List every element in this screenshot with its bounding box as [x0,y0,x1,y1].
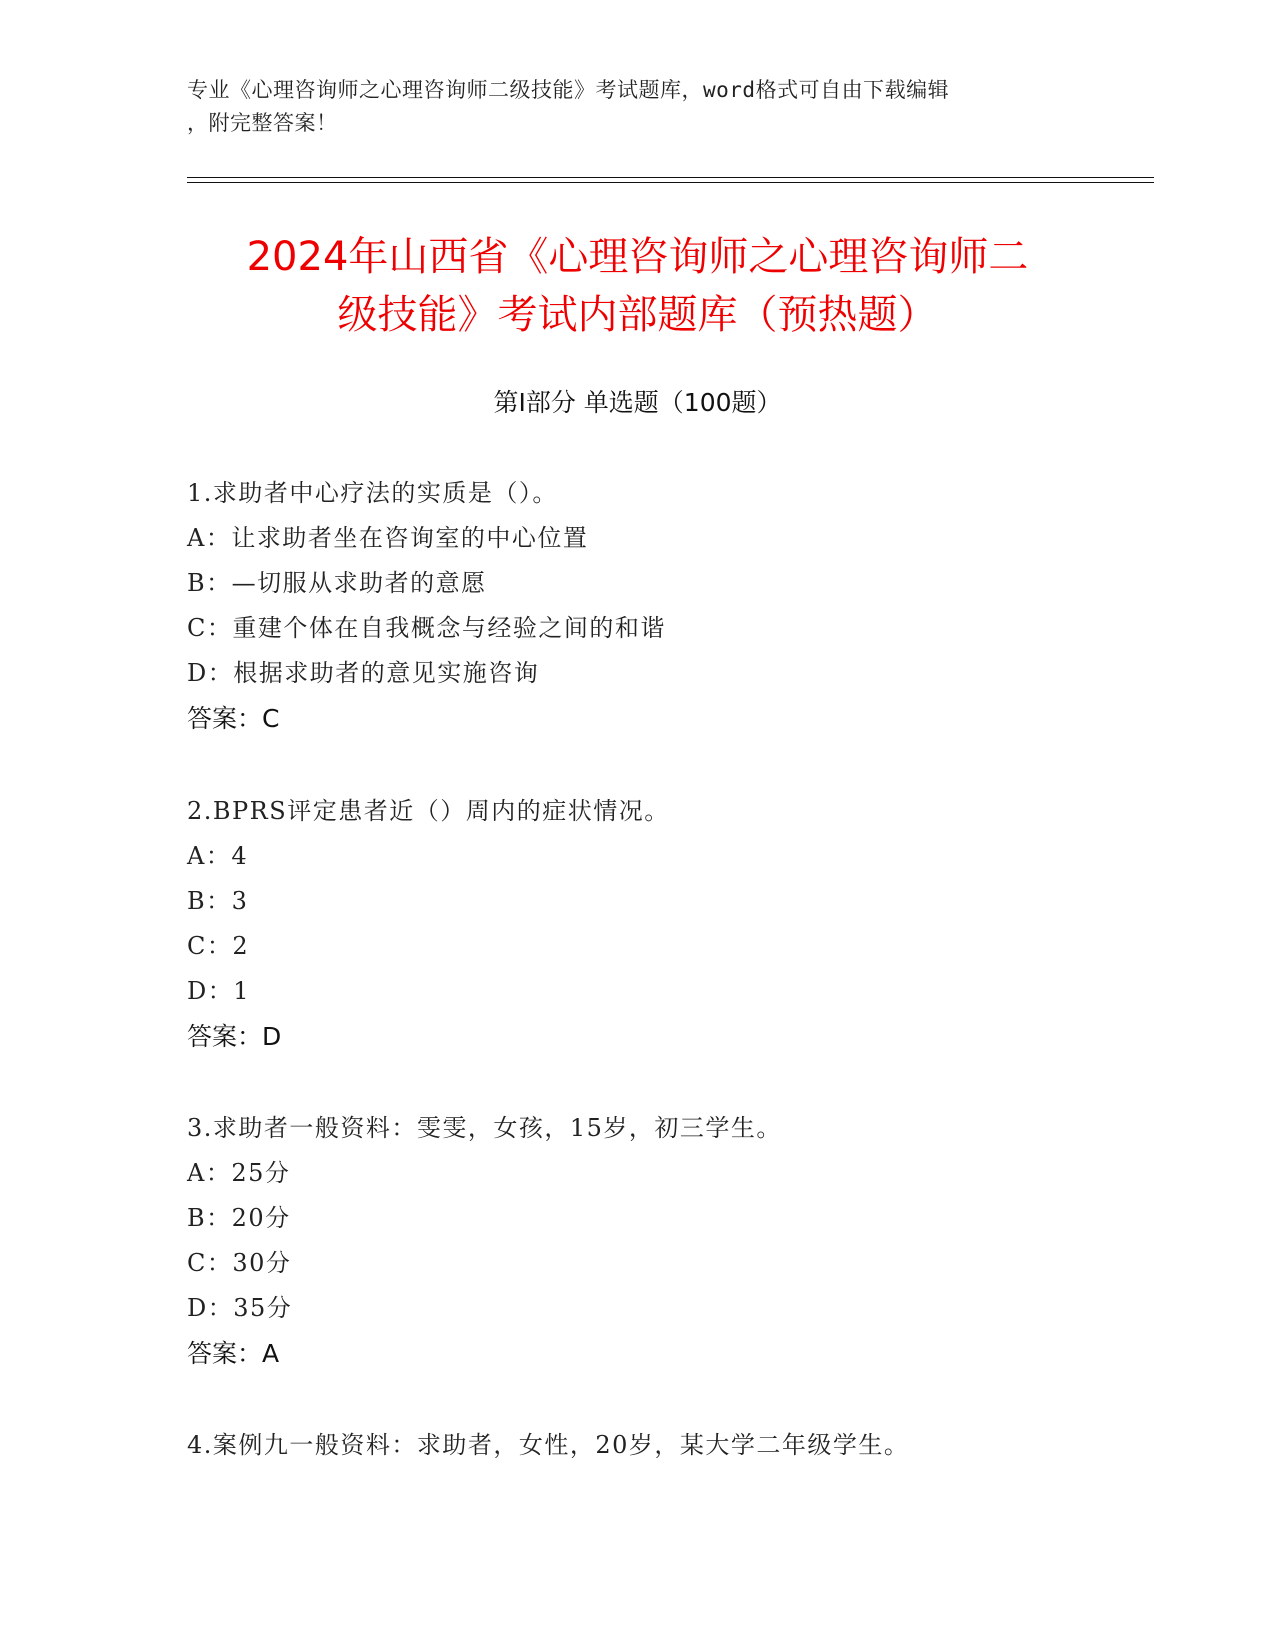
option-a: A：让求助者坐在咨询室的中心位置 [187,524,589,552]
document-title-line: 级技能》考试内部题库（预热题） [337,292,938,338]
header-divider [187,177,1154,178]
option-c: C：30分 [187,1249,292,1277]
question-block [187,1423,1137,1468]
option-a: A：25分 [187,1159,291,1187]
question-stem: 1.求助者中心疗法的实质是（）。 [187,479,558,507]
question-answer: 答案：C [187,704,280,733]
header-note-line: 专业《心理咨询师之心理咨询师二级技能》考试题库，word格式可自由下载编辑 [187,78,950,102]
question-block [187,471,1137,741]
header-note [187,74,1067,140]
option-b: B：3 [187,887,249,915]
question-block [187,1106,1137,1376]
option-d: D：根据求助者的意见实施咨询 [187,659,540,687]
question-answer: 答案：A [187,1339,280,1368]
question-stem: 3.求助者一般资料：雯雯，女孩，15岁，初三学生。 [187,1114,782,1142]
option-c: C：2 [187,932,250,960]
document-title [150,228,1125,344]
option-b: B：20分 [187,1204,291,1232]
option-a: A：4 [187,842,249,870]
header-divider [187,182,1154,183]
option-d: D：35分 [187,1294,293,1322]
question-stem: 4.案例九一般资料：求助者，女性，20岁，某大学二年级学生。 [187,1431,910,1459]
header-note-line: ，附完整答案！ [187,111,338,135]
question-block [187,789,1137,1059]
option-b: B：—切服从求助者的意愿 [187,569,487,597]
option-d: D：1 [187,977,251,1005]
document-title-line: 2024年山西省《心理咨询师之心理咨询师二 [246,234,1029,280]
option-c: C：重建个体在自我概念与经验之间的和谐 [187,614,666,642]
question-stem: 2.BPRS评定患者近（）周内的症状情况。 [187,797,670,825]
section-title: 第Ⅰ部分 单选题（100题） [493,388,782,417]
question-answer: 答案：D [187,1022,282,1051]
